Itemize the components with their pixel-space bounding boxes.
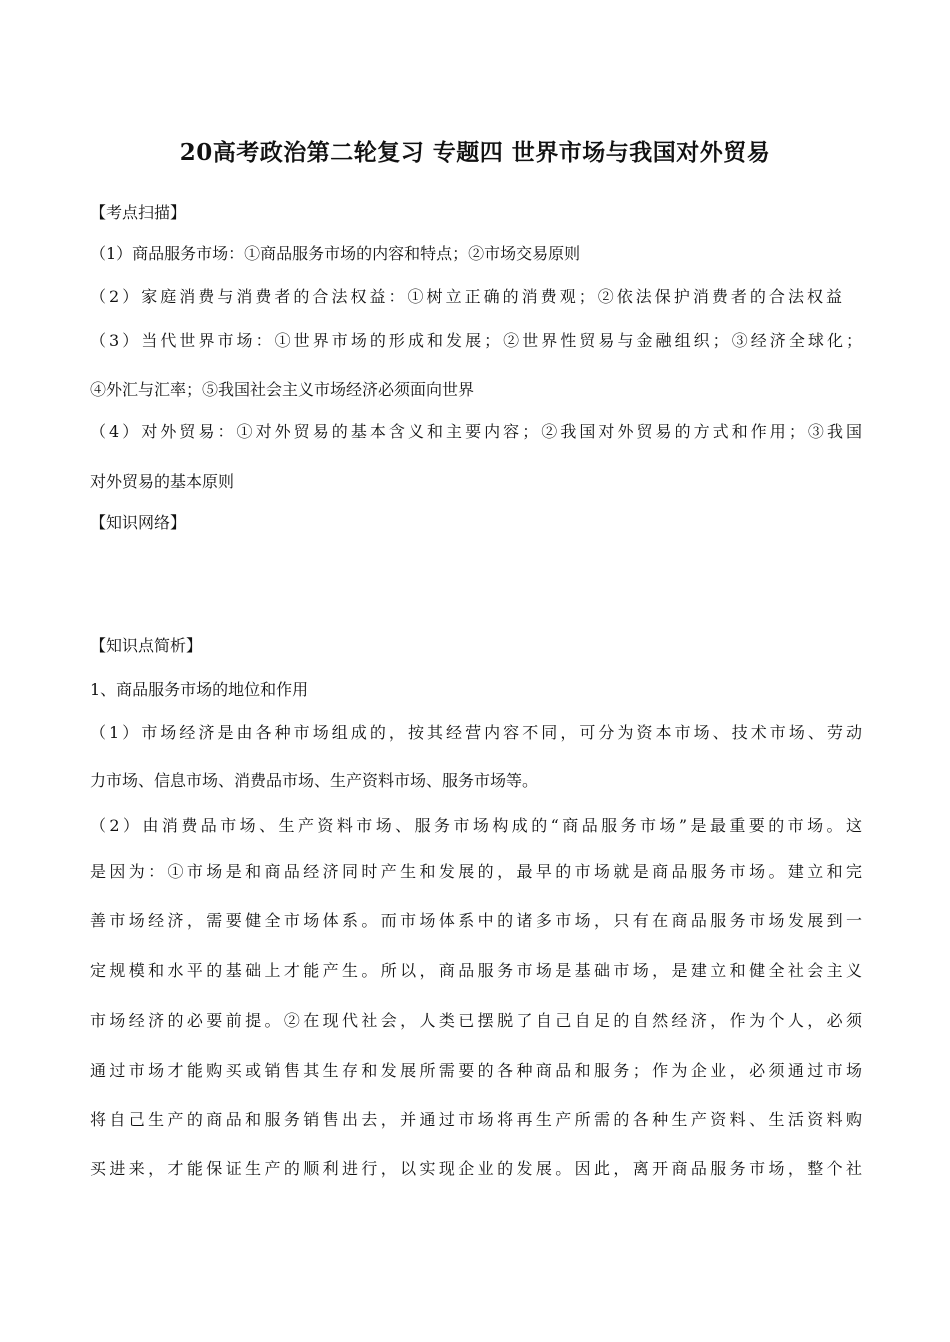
point1-para2-line2: 是因为：①市场是和商品经济同时产生和发展的，最早的市场就是商品服务市场。建立和完 <box>90 862 862 881</box>
document-title: 20高考政治第二轮复习 专题四 世界市场与我国对外贸易 <box>179 139 771 166</box>
point1-para2-line8: 买进来，才能保证生产的顺利进行，以实现企业的发展。因此，离开商品服务市场，整个社 <box>90 1159 862 1178</box>
network-heading: 【知识网络】 <box>90 513 187 532</box>
point1-para2-line4: 定规模和水平的基础上才能产生。所以，商品服务市场是基础市场，是建立和健全社会主义 <box>90 961 862 980</box>
point1-title: 1、商品服务市场的地位和作用 <box>90 680 309 699</box>
point1-para2-line5: 市场经济的必要前提。②在现代社会，人类已摆脱了自己自足的自然经济，作为个人，必须 <box>90 1011 862 1030</box>
kaodian-item-4: （4）对外贸易：①对外贸易的基本含义和主要内容；②我国对外贸易的方式和作用；③我国 <box>90 422 862 441</box>
point1-para2-line1: （2）由消费品市场、生产资料市场、服务市场构成的“商品服务市场”是最重要的市场。这 <box>90 816 862 835</box>
point1-para2-line3: 善市场经济，需要健全市场体系。而市场体系中的诸多市场，只有在商品服务市场发展到一 <box>90 911 862 930</box>
kaodian-item-3: （3）当代世界市场：①世界市场的形成和发展；②世界性贸易与金融组织；③经济全球化； <box>90 331 862 350</box>
point1-para1-line1: （1）市场经济是由各种市场组成的，按其经营内容不同，可分为资本市场、技术市场、劳动 <box>90 723 862 742</box>
point1-para1-line2: 力市场、信息市场、消费品市场、生产资料市场、服务市场等。 <box>90 771 539 790</box>
point1-para2-line7: 将自己生产的商品和服务销售出去，并通过市场将再生产所需的各种生产资料、生活资料购 <box>90 1110 862 1129</box>
point1-para2-line6: 通过市场才能购买或销售其生存和发展所需要的各种商品和服务；作为企业，必须通过市场 <box>90 1061 862 1080</box>
analysis-heading: 【知识点简析】 <box>90 636 203 655</box>
kaodian-item-2: （2）家庭消费与消费者的合法权益：①树立正确的消费观；②依法保护消费者的合法权益 <box>90 287 842 306</box>
kaodian-heading: 【考点扫描】 <box>90 203 187 222</box>
kaodian-item-3-cont: ④外汇与汇率；⑤我国社会主义市场经济必须面向世界 <box>90 380 475 399</box>
kaodian-item-1: （1）商品服务市场：①商品服务市场的内容和特点；②市场交易原则 <box>90 244 581 263</box>
kaodian-item-4-cont: 对外贸易的基本原则 <box>90 472 235 491</box>
